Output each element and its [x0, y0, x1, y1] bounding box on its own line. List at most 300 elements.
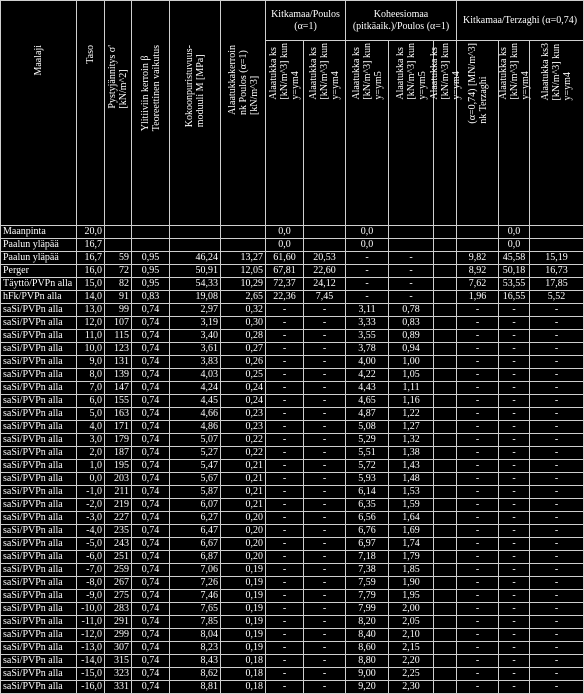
table-row	[1, 499, 584, 512]
table-cell: 0,95	[132, 252, 170, 265]
header-ks-koheesio-2: Alaatukka ks [kN/m^3] kun y=ym5	[389, 41, 434, 226]
table-cell: 4,0	[77, 421, 105, 434]
table-cell: 0,21	[221, 486, 266, 499]
table-cell: 0,74	[132, 577, 170, 590]
table-cell: 1,85	[389, 564, 434, 577]
table-cell: -	[499, 434, 530, 447]
table-cell: 1,48	[389, 473, 434, 486]
table-cell: -	[457, 447, 499, 460]
table-row	[1, 668, 584, 681]
cell-maalaji: saSi/PVPn alla	[1, 538, 77, 551]
table-cell	[457, 239, 499, 252]
table-cell: 4,65	[346, 395, 389, 408]
table-cell: -	[530, 460, 584, 473]
cell-maalaji: saSi/PVPn alla	[1, 590, 77, 603]
table-row	[1, 525, 584, 538]
header-alustakerroin-poulos: Alaatukkakerroin nk Poulos (α=1) [kN/m^3]	[221, 1, 266, 226]
table-cell: 0,74	[132, 564, 170, 577]
table-cell: 251	[105, 551, 132, 564]
table-cell: 1,38	[389, 447, 434, 460]
table-cell: -	[499, 616, 530, 629]
table-cell: -	[499, 421, 530, 434]
table-cell: -	[346, 278, 389, 291]
table-row	[1, 278, 584, 291]
table-cell: -	[499, 369, 530, 382]
table-row	[1, 252, 584, 265]
table-cell: 7,38	[346, 564, 389, 577]
table-cell	[434, 382, 457, 395]
table-cell: 4,24	[170, 382, 221, 395]
table-cell: 5,51	[346, 447, 389, 460]
table-cell: 291	[105, 616, 132, 629]
table-cell: -	[457, 460, 499, 473]
table-cell: 1,00	[389, 356, 434, 369]
table-cell: 16,73	[530, 265, 584, 278]
table-cell: -11,0	[77, 616, 105, 629]
table-cell	[434, 460, 457, 473]
table-row	[1, 486, 584, 499]
header-ks-terzaghi-2: Alaatukka ks3 [kN/m^3] kun y=ym4	[530, 41, 584, 226]
table-cell	[434, 447, 457, 460]
table-cell: 3,55	[346, 330, 389, 343]
table-cell: 1,74	[389, 538, 434, 551]
table-cell: 0,19	[221, 629, 266, 642]
table-cell: -	[499, 629, 530, 642]
table-cell: 7,59	[346, 577, 389, 590]
table-cell	[434, 278, 457, 291]
table-cell: 45,58	[499, 252, 530, 265]
table-cell: 0,74	[132, 616, 170, 629]
table-cell	[434, 252, 457, 265]
table-cell: 6,97	[346, 538, 389, 551]
table-cell: 5,47	[170, 460, 221, 473]
table-cell: -	[457, 551, 499, 564]
table-cell	[434, 473, 457, 486]
table-cell: 0,20	[221, 551, 266, 564]
table-cell: 0,74	[132, 473, 170, 486]
table-cell: 107	[105, 317, 132, 330]
table-cell	[434, 434, 457, 447]
table-cell: -16,0	[77, 681, 105, 694]
table-cell: -	[530, 499, 584, 512]
table-cell: 1,69	[389, 525, 434, 538]
table-cell: 0,20	[221, 512, 266, 525]
cell-maalaji: hFk/PVPn alla	[1, 291, 77, 304]
table-cell: 0,19	[221, 603, 266, 616]
table-cell: 235	[105, 525, 132, 538]
cell-maalaji: Täyttö/PVPn alla	[1, 278, 77, 291]
table-cell: -	[530, 408, 584, 421]
table-cell: -	[304, 577, 346, 590]
table-cell: -	[304, 434, 346, 447]
table-cell: -	[304, 551, 346, 564]
table-cell: 8,81	[170, 681, 221, 694]
table-cell: -	[530, 486, 584, 499]
table-cell: -	[304, 590, 346, 603]
group-koheesiomaa-poulos: Koheesiomaa (pitkäaik.)/Poulos (α=1)	[346, 1, 457, 41]
table-cell: -	[457, 642, 499, 655]
table-cell: -	[499, 655, 530, 668]
table-cell	[434, 330, 457, 343]
table-cell: 15,0	[77, 278, 105, 291]
table-cell: 0,74	[132, 551, 170, 564]
table-cell: -	[457, 577, 499, 590]
table-cell: -	[266, 304, 304, 317]
table-cell: 0,24	[221, 382, 266, 395]
table-cell: 179	[105, 434, 132, 447]
cell-maalaji: saSi/PVPn alla	[1, 369, 77, 382]
table-row	[1, 265, 584, 278]
table-cell: 1,59	[389, 499, 434, 512]
table-cell: 3,11	[346, 304, 389, 317]
table-cell: 0,74	[132, 395, 170, 408]
table-cell: 1,27	[389, 421, 434, 434]
table-cell: 147	[105, 382, 132, 395]
cell-maalaji: saSi/PVPn alla	[1, 655, 77, 668]
table-cell: 4,00	[346, 356, 389, 369]
table-cell: -	[304, 616, 346, 629]
table-row	[1, 512, 584, 525]
header-ylitiiviin-kerroin: Ylitiiviin kerroin β Teoreettinen vaikutus	[132, 1, 170, 226]
table-cell: 54,33	[170, 278, 221, 291]
table-cell	[434, 577, 457, 590]
cell-maalaji: saSi/PVPn alla	[1, 603, 77, 616]
cell-maalaji: Paalun yläpää	[1, 252, 77, 265]
table-cell: 7,99	[346, 603, 389, 616]
table-cell: 7,0	[77, 382, 105, 395]
header-ks-kitka-1: Alaatukka ks [kN/m^3] kun y=ym4	[266, 41, 304, 226]
table-cell: 0,74	[132, 434, 170, 447]
cell-maalaji: saSi/PVPn alla	[1, 421, 77, 434]
table-cell: -13,0	[77, 642, 105, 655]
table-cell: -12,0	[77, 629, 105, 642]
table-cell: 7,65	[170, 603, 221, 616]
table-cell: 82	[105, 278, 132, 291]
table-cell: 0,0	[266, 239, 304, 252]
table-row	[1, 356, 584, 369]
table-cell	[434, 421, 457, 434]
table-cell: 19,08	[170, 291, 221, 304]
table-cell: 0,74	[132, 369, 170, 382]
table-cell: -	[530, 369, 584, 382]
table-cell: 10,0	[77, 343, 105, 356]
table-cell: 0,78	[389, 304, 434, 317]
header-nk-terzaghi: (α=0,74) [MN/m^3] nk Terzaghi	[457, 41, 499, 226]
table-cell: 163	[105, 408, 132, 421]
table-cell: -	[530, 421, 584, 434]
table-row	[1, 330, 584, 343]
cell-maalaji: saSi/PVPn alla	[1, 681, 77, 694]
table-cell: 267	[105, 577, 132, 590]
table-cell: 0,74	[132, 525, 170, 538]
table-cell: 0,0	[266, 226, 304, 239]
table-cell: 7,26	[170, 577, 221, 590]
table-cell	[304, 239, 346, 252]
cell-maalaji: saSi/PVPn alla	[1, 512, 77, 525]
table-cell: 0,24	[221, 395, 266, 408]
table-cell: 6,35	[346, 499, 389, 512]
table-cell: -3,0	[77, 512, 105, 525]
table-cell: 0,74	[132, 603, 170, 616]
table-cell: -	[457, 343, 499, 356]
table-cell: -	[499, 564, 530, 577]
table-cell: -	[499, 447, 530, 460]
table-cell: -2,0	[77, 499, 105, 512]
table-row	[1, 681, 584, 694]
table-cell: 5,29	[346, 434, 389, 447]
table-cell: 0,30	[221, 317, 266, 330]
table-cell: 0,74	[132, 668, 170, 681]
table-cell: -	[266, 382, 304, 395]
table-row	[1, 616, 584, 629]
table-cell: -	[304, 603, 346, 616]
table-cell: -	[499, 642, 530, 655]
table-cell: -	[457, 629, 499, 642]
table-cell: -	[530, 668, 584, 681]
table-cell: 123	[105, 343, 132, 356]
table-cell: 13,27	[221, 252, 266, 265]
table-cell: -	[530, 577, 584, 590]
table-cell	[389, 239, 434, 252]
table-cell: -	[304, 512, 346, 525]
table-cell	[530, 226, 584, 239]
table-cell: -	[530, 382, 584, 395]
cell-maalaji: Paalun yläpää	[1, 239, 77, 252]
table-cell: 8,20	[346, 616, 389, 629]
table-cell: -	[530, 317, 584, 330]
table-cell	[389, 226, 434, 239]
table-cell: 5,07	[170, 434, 221, 447]
table-cell: -	[499, 330, 530, 343]
table-cell: 8,43	[170, 655, 221, 668]
table-cell	[434, 538, 457, 551]
table-cell: 10,29	[221, 278, 266, 291]
table-cell: -	[457, 512, 499, 525]
table-cell: 0,74	[132, 447, 170, 460]
table-cell	[434, 629, 457, 642]
table-cell: 1,0	[77, 460, 105, 473]
table-cell: -15,0	[77, 668, 105, 681]
table-cell: -	[304, 330, 346, 343]
table-cell: -	[499, 460, 530, 473]
table-cell: -	[346, 265, 389, 278]
table-cell: 4,45	[170, 395, 221, 408]
table-row	[1, 473, 584, 486]
table-cell: 0,18	[221, 655, 266, 668]
table-cell: 0,0	[499, 226, 530, 239]
table-cell	[434, 499, 457, 512]
table-cell: 323	[105, 668, 132, 681]
table-cell: 8,80	[346, 655, 389, 668]
table-row	[1, 317, 584, 330]
table-cell: -	[346, 291, 389, 304]
table-cell: 1,64	[389, 512, 434, 525]
table-cell: 6,67	[170, 538, 221, 551]
table-cell: 0,32	[221, 304, 266, 317]
cell-maalaji: saSi/PVPn alla	[1, 499, 77, 512]
table-body	[1, 226, 584, 694]
table-cell	[132, 226, 170, 239]
table-cell: 331	[105, 681, 132, 694]
table-cell: 7,62	[457, 278, 499, 291]
table-cell: -	[266, 551, 304, 564]
table-cell: 0,22	[221, 447, 266, 460]
table-cell: 0,83	[132, 291, 170, 304]
table-cell: 61,60	[266, 252, 304, 265]
table-cell: -	[304, 343, 346, 356]
cell-maalaji: Perger	[1, 265, 77, 278]
table-cell: 0,20	[221, 538, 266, 551]
cell-maalaji: saSi/PVPn alla	[1, 486, 77, 499]
table-cell: 7,46	[170, 590, 221, 603]
table-cell: 1,90	[389, 577, 434, 590]
table-cell: -	[457, 369, 499, 382]
table-cell: 0,74	[132, 356, 170, 369]
table-cell: 2,10	[389, 629, 434, 642]
table-cell: 0,0	[499, 239, 530, 252]
group-kitkamaa-terzaghi: Kitkamaa/Terzaghi (α=0,74)	[457, 1, 584, 41]
table-cell: 8,04	[170, 629, 221, 642]
table-cell: -	[266, 408, 304, 421]
cell-maalaji: saSi/PVPn alla	[1, 577, 77, 590]
table-cell: 4,43	[346, 382, 389, 395]
table-cell: -	[304, 564, 346, 577]
table-cell: -1,0	[77, 486, 105, 499]
table-cell: 1,96	[457, 291, 499, 304]
table-cell: 7,45	[304, 291, 346, 304]
table-cell: -	[530, 395, 584, 408]
table-cell: 22,60	[304, 265, 346, 278]
group-header-row	[1, 1, 584, 41]
table-cell: 3,0	[77, 434, 105, 447]
table-cell: -	[457, 590, 499, 603]
table-cell	[434, 525, 457, 538]
table-cell: -	[457, 525, 499, 538]
table-cell: -	[499, 681, 530, 694]
table-cell: 5,93	[346, 473, 389, 486]
table-cell: 8,92	[457, 265, 499, 278]
cell-maalaji: saSi/PVPn alla	[1, 330, 77, 343]
table-cell	[434, 486, 457, 499]
table-cell: 0,26	[221, 356, 266, 369]
table-row	[1, 460, 584, 473]
table-row	[1, 655, 584, 668]
table-cell: -	[457, 473, 499, 486]
table-cell: -	[457, 668, 499, 681]
table-cell: -	[530, 616, 584, 629]
table-cell: -	[304, 356, 346, 369]
cell-maalaji: saSi/PVPn alla	[1, 434, 77, 447]
table-cell: 50,18	[499, 265, 530, 278]
table-cell	[434, 369, 457, 382]
table-cell: -	[304, 369, 346, 382]
table-cell: 315	[105, 655, 132, 668]
table-cell: -	[530, 356, 584, 369]
table-cell: -	[266, 525, 304, 538]
table-cell: -	[499, 343, 530, 356]
table-cell: -	[530, 525, 584, 538]
table-cell: 16,7	[77, 252, 105, 265]
table-row	[1, 629, 584, 642]
table-cell: -	[389, 278, 434, 291]
table-cell: 3,40	[170, 330, 221, 343]
table-cell: 2,25	[389, 668, 434, 681]
table-cell: -10,0	[77, 603, 105, 616]
table-cell: 8,40	[346, 629, 389, 642]
table-cell: 7,18	[346, 551, 389, 564]
table-cell: -	[266, 668, 304, 681]
table-cell: 24,12	[304, 278, 346, 291]
table-cell	[434, 239, 457, 252]
table-cell: -	[457, 681, 499, 694]
table-cell: -	[530, 603, 584, 616]
table-cell: -	[530, 590, 584, 603]
table-cell: 0,74	[132, 538, 170, 551]
cell-maalaji: saSi/PVPn alla	[1, 525, 77, 538]
table-cell: 0,74	[132, 655, 170, 668]
header-pystyjannitys: Pystyjännitys σ' [kN/m^2]	[105, 1, 132, 226]
table-cell: 8,0	[77, 369, 105, 382]
table-cell: 5,27	[170, 447, 221, 460]
table-cell: 0,25	[221, 369, 266, 382]
table-cell: 0,74	[132, 421, 170, 434]
table-cell: 4,87	[346, 408, 389, 421]
table-cell: -	[304, 395, 346, 408]
table-cell: 53,55	[499, 278, 530, 291]
table-row	[1, 577, 584, 590]
table-cell: -	[266, 356, 304, 369]
table-cell: -	[457, 395, 499, 408]
table-cell: 3,19	[170, 317, 221, 330]
table-cell: 4,22	[346, 369, 389, 382]
table-cell: 0,74	[132, 304, 170, 317]
table-cell: 0,21	[221, 460, 266, 473]
table-cell: 0,0	[346, 226, 389, 239]
cell-maalaji: saSi/PVPn alla	[1, 551, 77, 564]
table-cell: 3,33	[346, 317, 389, 330]
table-cell	[221, 226, 266, 239]
cell-maalaji: saSi/PVPn alla	[1, 304, 77, 317]
table-cell: -	[457, 603, 499, 616]
table-cell: 0,19	[221, 616, 266, 629]
table-cell: 283	[105, 603, 132, 616]
table-cell: -	[530, 330, 584, 343]
table-cell: 2,00	[389, 603, 434, 616]
table-cell: 0,89	[389, 330, 434, 343]
table-cell: 2,0	[77, 447, 105, 460]
table-cell: -	[304, 525, 346, 538]
table-cell: 0,74	[132, 343, 170, 356]
table-cell: 5,72	[346, 460, 389, 473]
table-cell: 5,0	[77, 408, 105, 421]
table-cell: -	[266, 473, 304, 486]
table-cell: -6,0	[77, 551, 105, 564]
table-cell: 0,74	[132, 486, 170, 499]
table-cell: 6,0	[77, 395, 105, 408]
table-cell: -	[304, 668, 346, 681]
table-cell: 0,22	[221, 434, 266, 447]
table-cell: 1,22	[389, 408, 434, 421]
table-row	[1, 551, 584, 564]
table-cell: -	[266, 317, 304, 330]
table-cell: -	[304, 382, 346, 395]
table-cell: 7,06	[170, 564, 221, 577]
table-cell: -	[530, 473, 584, 486]
table-cell: 0,74	[132, 460, 170, 473]
table-cell: 72,37	[266, 278, 304, 291]
table-cell: 299	[105, 629, 132, 642]
table-cell	[434, 512, 457, 525]
